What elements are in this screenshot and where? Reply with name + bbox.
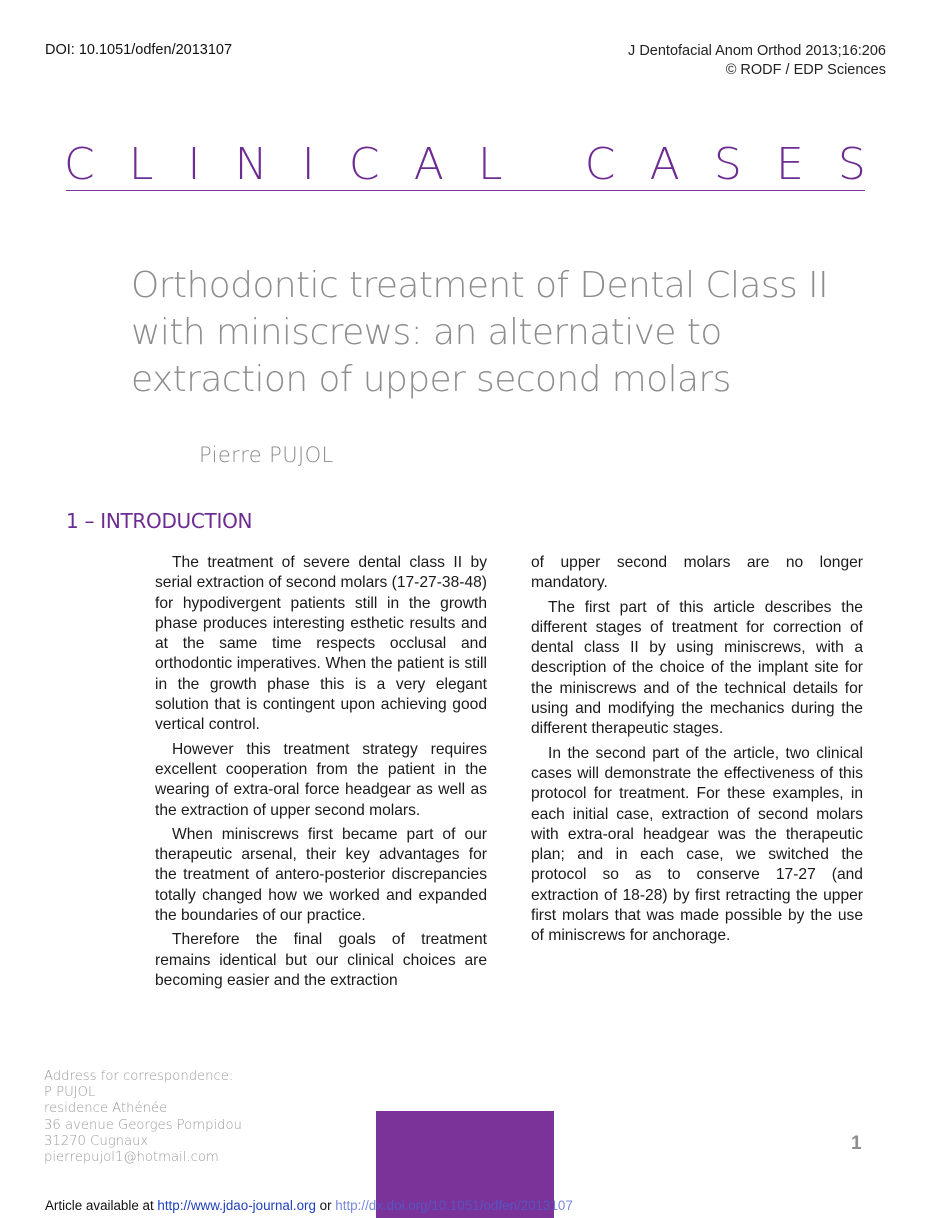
- banner-letter: C: [64, 138, 95, 190]
- journal-citation: [628, 42, 886, 80]
- doi-link[interactable]: http://dx.doi.org/10.1051/odfen/2013107: [335, 1198, 573, 1213]
- banner-space: [537, 139, 551, 190]
- text-column-right: [531, 553, 863, 951]
- paragraph: However this treatment strategy requires excellent cooperation from the patient in the wearing of extra-oral force headgear as well as the extraction of upper second molars.: [155, 740, 487, 819]
- journal-line: J Dentofacial Anom Orthod 2013;16:206: [628, 43, 886, 59]
- correspondence-address: [44, 1069, 242, 1166]
- banner-letter: A: [413, 138, 444, 190]
- footer-middle: or: [315, 1198, 336, 1213]
- paragraph: of upper second molars are no longer mandatory.: [531, 554, 863, 592]
- address-line: 36 avenue Georges Pompidou: [44, 1117, 242, 1133]
- journal-website-link[interactable]: http://www.jdao-journal.org: [157, 1198, 316, 1213]
- banner-letter: C: [348, 138, 380, 190]
- title-line: Orthodontic treatment of Dental Class II: [131, 265, 829, 306]
- address-line: residence Athénée: [44, 1101, 168, 1117]
- article-title: [131, 262, 851, 403]
- address-label: Address for correspondence:: [44, 1069, 234, 1084]
- address-line: P PUJOL: [44, 1085, 96, 1101]
- article-availability-footer: [45, 1198, 573, 1213]
- publisher-line: © RODF / EDP Sciences: [725, 62, 886, 78]
- title-line: extraction of upper second molars: [131, 359, 731, 400]
- author-name: Pierre PUJOL: [199, 443, 334, 467]
- paragraph: The first part of this article describes the different stages of treatment for correction of dental class II by using miniscrews, with a description of the choice of the implant site for the miniscrews and of the technical details for using and modifying the mechanics during the different therapeutic stages.: [531, 598, 863, 738]
- banner-letter: C: [584, 138, 616, 190]
- banner-letter: N: [234, 138, 268, 190]
- paragraph: Therefore the final goals of treatment remains identical but our clinical choices are becoming easier and the extraction: [155, 931, 487, 989]
- banner-letter: I: [301, 138, 315, 190]
- address-line: 31270 Cugnaux: [44, 1133, 149, 1149]
- paragraph: In the second part of the article, two clinical cases will demonstrate the effectiveness of this protocol for treatment. For these examples, in each initial case, extraction of second molars with extra-oral headgear was the therapeutic plan; and in each case, we switched the protocol so as to conserve 17-27 (and extraction of 18-28) by first retracting the upper first molars that was made possible by the use of miniscrews for anchorage.: [531, 744, 863, 945]
- paragraph: When miniscrews first became part of our therapeutic arsenal, their key advantages for the treatment of antero-posterior discrepancies totally changed how we worked and expanded the boundaries of our practice.: [155, 825, 487, 925]
- title-line: with miniscrews: an alternative to: [131, 312, 722, 353]
- banner-letter: S: [713, 138, 742, 190]
- section-banner: [64, 138, 866, 190]
- banner-letter: L: [477, 138, 503, 190]
- text-column-left: [155, 553, 487, 995]
- banner-letter: L: [128, 138, 154, 190]
- banner-letter: I: [187, 138, 201, 190]
- banner-letter: S: [837, 138, 866, 190]
- paragraph: The treatment of severe dental class II by serial extraction of second molars (17-27-38-48) for hypodivergent patients still in the growth phase produces interesting esthetic results and at the same time respects occlusal and orthodontic imperatives. When the patient is still in the growth phase this is a very elegant solution that is contingent upon achieving good vertical control.: [155, 554, 487, 734]
- page-number: 1: [851, 1133, 862, 1154]
- doi-text: DOI: 10.1051/odfen/2013107: [45, 42, 233, 58]
- section-heading-introduction: 1 – INTRODUCTION: [66, 509, 253, 533]
- banner-letter: A: [649, 138, 680, 190]
- footer-prefix: Article available at: [45, 1198, 158, 1213]
- email-address: pierrepujol1@hotmail.com: [44, 1150, 219, 1166]
- banner-letter: E: [775, 138, 804, 190]
- banner-divider: [66, 190, 865, 191]
